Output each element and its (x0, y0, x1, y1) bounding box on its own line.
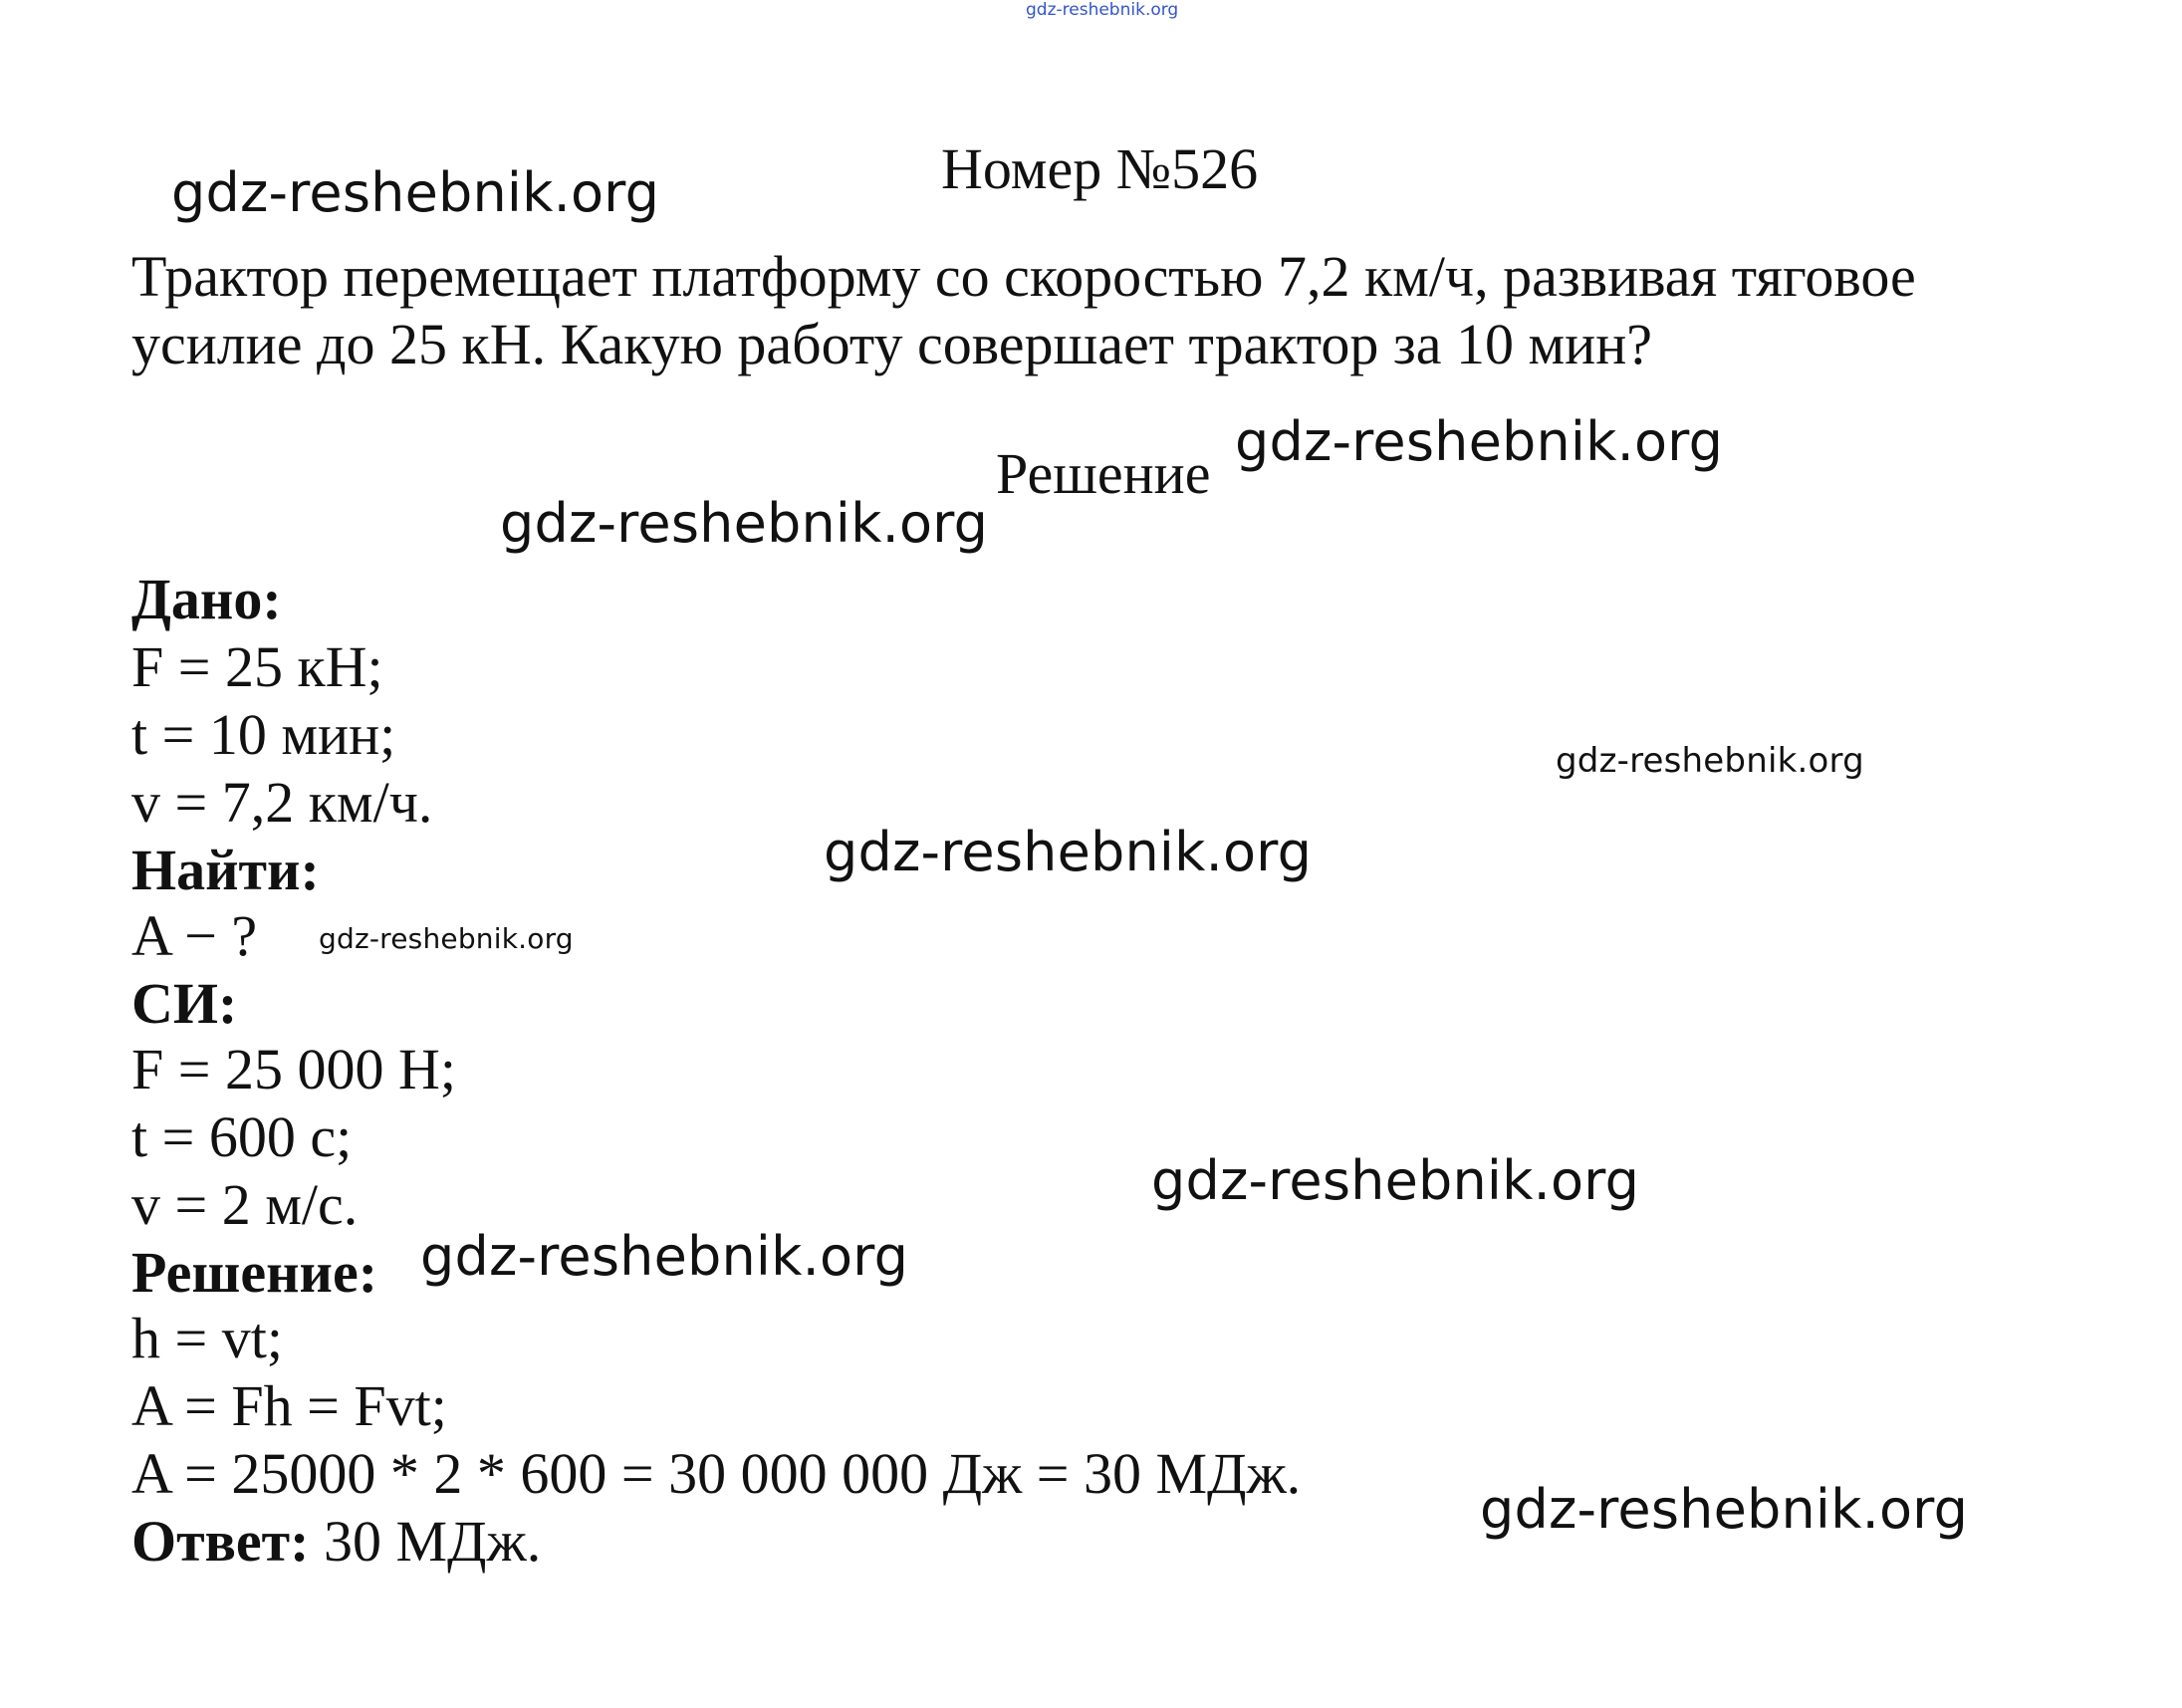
watermark-9: gdz-reshebnik.org (1480, 1478, 1969, 1541)
watermark-1: gdz-reshebnik.org (171, 161, 660, 224)
si-item-speed: v = 2 м/с. (131, 1172, 359, 1237)
solution-item-calculation: A = 25000 * 2 * 600 = 30 000 000 Дж = 30 МДж. (131, 1441, 1302, 1506)
given-item-speed: v = 7,2 км/ч. (131, 770, 433, 835)
watermark-5: gdz-reshebnik.org (824, 821, 1313, 883)
problem-statement (131, 243, 2083, 378)
find-label: Найти: (131, 838, 320, 902)
watermark-4: gdz-reshebnik.org (1556, 741, 1864, 781)
watermark-3: gdz-reshebnik.org (500, 492, 989, 555)
watermark-6: gdz-reshebnik.org (319, 922, 574, 955)
answer-line (131, 1508, 541, 1576)
find-item-work: A − ? (131, 903, 258, 968)
solution-item-formula: A = Fh = Fvt; (131, 1373, 447, 1438)
si-label: СИ: (131, 971, 238, 1036)
problem-line-1: Трактор перемещает платформу со скоростью 7,2 км/ч, развивая тяговое (131, 244, 1916, 309)
watermark-2: gdz-reshebnik.org (1235, 410, 1724, 473)
watermark-7: gdz-reshebnik.org (1151, 1149, 1640, 1212)
si-item-time: t = 600 с; (131, 1104, 353, 1169)
solution-item-height: h = vt; (131, 1306, 283, 1370)
problem-line-2: усилие до 25 кН. Какую работу совершает трактор за 10 мин? (131, 312, 1653, 376)
top-watermark: gdz-reshebnik.org (1026, 0, 1179, 20)
given-label: Дано: (131, 567, 282, 631)
si-item-force: F = 25 000 Н; (131, 1037, 456, 1101)
solution-heading: Решение (996, 441, 1211, 506)
watermark-8: gdz-reshebnik.org (420, 1225, 909, 1288)
answer-value: 30 МДж. (309, 1509, 542, 1574)
answer-label: Ответ: (131, 1509, 310, 1574)
given-item-time: t = 10 мин; (131, 702, 396, 767)
page-title: Номер №526 (941, 136, 1259, 201)
given-item-force: F = 25 кН; (131, 634, 383, 699)
solution-label: Решение: (131, 1240, 378, 1305)
